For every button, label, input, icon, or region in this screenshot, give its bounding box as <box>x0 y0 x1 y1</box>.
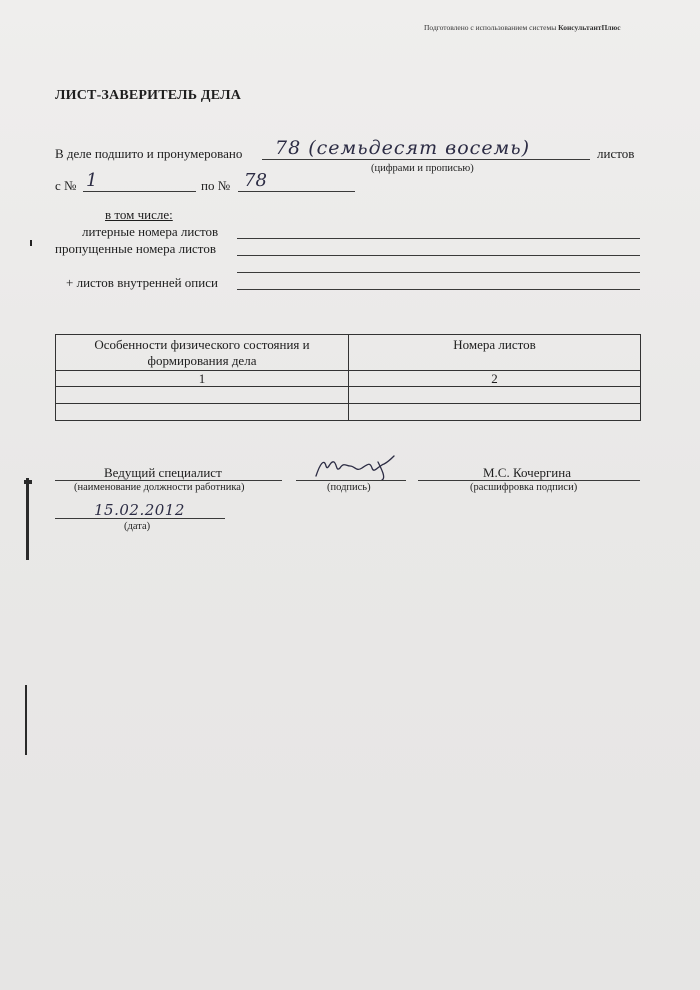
count-suffix: листов <box>597 146 635 161</box>
signature-scribble <box>312 452 402 482</box>
table-row <box>56 387 641 404</box>
including-heading: в том числе: <box>105 207 173 222</box>
scan-mark <box>30 240 32 246</box>
scan-mark <box>24 480 32 484</box>
table-header-row <box>56 335 641 371</box>
inventory-label: + листов внутренней описи <box>66 275 218 290</box>
name-underline <box>418 480 640 481</box>
literal-underline <box>237 238 640 239</box>
table-number-row <box>56 371 641 387</box>
signature-underline <box>296 480 406 481</box>
position-underline <box>55 480 282 481</box>
scan-mark <box>26 478 29 560</box>
count-caption: (цифрами и прописью) <box>371 163 474 174</box>
missing-underline <box>237 255 640 256</box>
position-value: Ведущий специалист <box>104 465 222 480</box>
table-col2-number: 2 <box>349 371 641 387</box>
scan-mark <box>25 685 27 755</box>
table-row <box>56 404 641 421</box>
table-col1-number: 1 <box>56 371 349 387</box>
name-caption: (расшифровка подписи) <box>470 482 578 493</box>
page-title: ЛИСТ-ЗАВЕРИТЕЛЬ ДЕЛА <box>55 88 242 103</box>
date-underline <box>55 518 225 519</box>
to-underline <box>238 191 355 192</box>
to-label: по № <box>201 178 231 193</box>
date-handwritten-value: 15.02.2012 <box>94 501 185 519</box>
from-handwritten-value: 1 <box>86 170 98 191</box>
count-handwritten-value: 78 (семьдесят восемь) <box>275 137 531 159</box>
from-underline <box>83 191 196 192</box>
inventory-underline <box>237 289 640 290</box>
name-value: М.С. Кочергина <box>483 465 571 480</box>
header-notice-prefix: Подготовлено с использованием системы <box>424 23 559 32</box>
missing-label: пропущенные номера листов <box>55 241 216 256</box>
count-underline <box>262 159 590 160</box>
header-notice-brand: КонсультантПлюс <box>558 23 621 32</box>
condition-table <box>55 334 641 421</box>
from-label: с № <box>55 178 77 193</box>
missing-underline-2 <box>237 272 640 273</box>
count-label: В деле подшито и пронумеровано <box>55 146 243 161</box>
table-header-condition: Особенности физического состояния и формирования дела <box>56 335 349 371</box>
date-caption: (дата) <box>124 521 151 532</box>
to-handwritten-value: 78 <box>244 170 267 191</box>
literal-label: литерные номера листов <box>82 224 219 239</box>
signature-caption: (подпись) <box>327 482 371 493</box>
header-notice <box>424 23 621 32</box>
table-header-sheets: Номера листов <box>349 335 641 371</box>
position-caption: (наименование должности работника) <box>74 482 245 493</box>
